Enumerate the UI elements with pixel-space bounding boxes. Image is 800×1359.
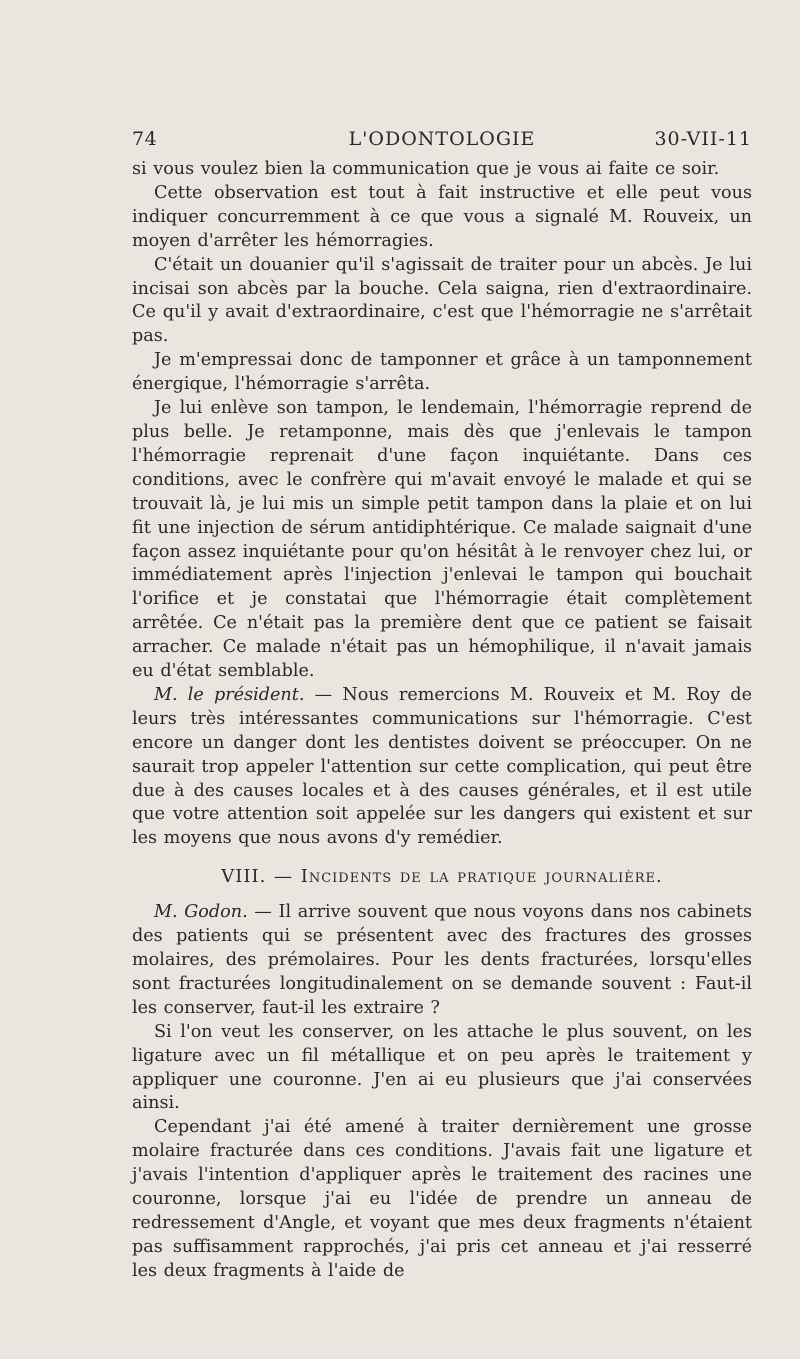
section-heading: VIII. — Incidents de la pratique journalière. [221,866,663,888]
remark-text: — Il arrive souvent que nous voyons dans nos cabinets des patients qui se présentent avec des fractures des grosses molaires, des prémolaires. Pour les dents fracturées, lorsqu'elles sont fracturées longitudinalement on se demande souvent : Faut-il les conserver, faut-il les extraire ? [132,902,752,1018]
paragraph: C'était un douanier qu'il s'agissait de traiter pour un abcès. Je lui incisai son abcès par la bouche. Cela saigna, rien d'extraordinaire. Ce qu'il y avait d'extraordinaire, c'est que l'hémorragie ne s'arrêtait pas. [132,254,752,347]
page-number: 74 [132,128,158,150]
paragraph: Si l'on veut les conserver, on les attache le plus souvent, on les ligature avec un fil métallique et on peu après le traitement y appliquer une couronne. J'en ai eu plusieurs que j'ai conservées ainsi. [132,1021,752,1114]
remark-text: — Nous remercions M. Rouveix et M. Roy de leurs très intéressantes communications sur l'hémorragie. C'est encore un danger dont les dentistes doivent se préoccuper. On ne saurait trop appeler l'attention sur cette complication, qui peut être due à des causes locales et à des causes générales, et il est utile que votre attention soit appelée sur les dangers qui existent et sur les moyens que nous avons d'y remédier. [132,684,752,849]
paragraph: Je lui enlève son tampon, le lendemain, l'hémorragie reprend de plus belle. Je retamponne, mais dès que j'enlevais le tampon l'hémorragie reprenait d'une façon inquiétante. Dans ces conditions, avec le confrère qui m'avait envoyé le malade et qui se trouvait là, je lui mis un simple petit tampon dans la plaie et on lui fit une injection de sérum antidiphtérique. Ce malade saignait d'une façon assez inquiétante pour qu'on hésitât à le renvoyer chez lui, or immédiatement après l'injection j'enlevai le tampon qui bouchait l'orifice et je constatai que l'hémorragie était complètement arrêtée. Ce n'était pas la première dent que ce patient se faisait arracher. Ce malade n'était pas un hémophilique, il n'avait jamais eu d'état semblable. [132,398,752,682]
president-remark [132,684,752,851]
godon-remark [132,901,752,1021]
body-text [132,158,752,1284]
paragraph: Cette observation est tout à fait instructive et elle peut vous indiquer concurremment à ce que vous a signalé M. Rouveix, un moyen d'arrêter les hémorragies. [132,182,752,251]
paragraph: si vous voulez bien la communication que je vous ai faite ce soir. [132,159,720,179]
issue-date: 30-VII-11 [654,128,752,150]
paragraph: Cependant j'ai été amené à traiter dernièrement une grosse molaire fracturée dans ces conditions. J'avais fait une ligature et j'avais l'intention d'appliquer après le traitement des racines une couronne, lorsque j'ai eu l'idée de prendre un anneau de redressement d'Angle, et voyant que mes deux fragments n'étaient pas suffisamment rapprochés, j'ai pris cet anneau et j'ai resserré les deux fragments à l'aide de [132,1117,752,1281]
running-title: L'ODONTOLOGIE [348,128,536,150]
running-header [132,128,752,152]
paragraph: Je m'empressai donc de tamponner et grâce à un tamponnement énergique, l'hémorragie s'arrêta. [132,350,752,395]
speaker-name: M. Godon. [154,902,248,923]
speaker-name: M. le président. [154,684,305,705]
